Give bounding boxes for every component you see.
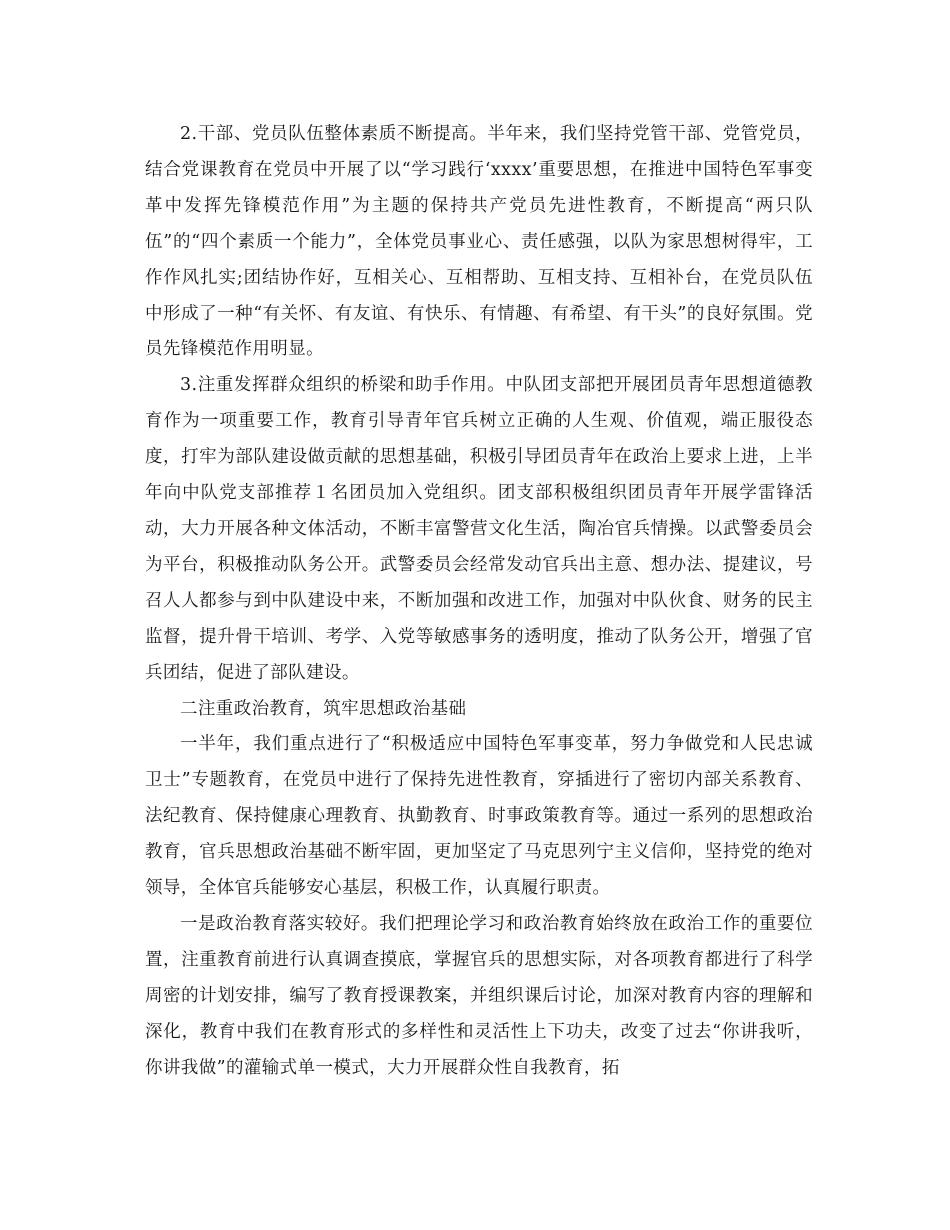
paragraph-half-year-education: 一半年，我们重点进行了“积极适应中国特色军事变革，努力争做党和人民忠诚卫士”专题教育，在党员中进行了保持先进性教育，穿插进行了密切内部关系教育、法纪教育、保持健康心理教育、执勤教育、时事政策教育等。通过一系列的思想政治教育，官兵思想政治基础不断牢固，更加坚定了马克思列宁主义信仰，坚持党的绝对领导，全体官兵能够安心基层，积极工作，认真履行职责。 bbox=[145, 734, 813, 899]
paragraph-cadre-quality: 2.干部、党员队伍整体素质不断提高。半年来，我们坚持党管干部、党管党员，结合党课教育在党员中开展了以“学习践行‘xxxx’重要思想，在推进中国特色军事变革中发挥先锋模范作用”为主题的保持共产党员先进性教育，不断提高“两只队伍”的“四个素质一个能力”，全体党员事业心、责任感强，以队为家思想树得牢，工作作风扎实;团结协作好，互相关心、互相帮助、互相支持、互相补台，在党员队伍中形成了一种“有关怀、有友谊、有快乐、有情趣、有希望、有干头”的良好氛围。党员先锋模范作用明显。 bbox=[145, 124, 813, 360]
section-heading-political-education: 二注重政治教育，筑牢思想政治基础 bbox=[180, 698, 467, 719]
document-body bbox=[145, 117, 813, 1086]
paragraph-education-implementation: 一是政治教育落实较好。我们把理论学习和政治教育始终放在政治工作的重要位置，注重教育前进行认真调查摸底，掌握官兵的思想实际，对各项教育都进行了科学周密的计划安排，编写了教育授课教案，并组织课后讨论，加深对教育内容的理解和深化，教育中我们在教育形式的多样性和灵活性上下功夫，改变了过去“你讲我听，你讲我做”的灌输式单一模式，大力开展群众性自我教育，拓 bbox=[145, 913, 813, 1078]
paragraph-mass-organizations: 3.注重发挥群众组织的桥梁和助手作用。中队团支部把开展团员青年思想道德教育作为一项重要工作，教育引导青年官兵树立正确的人生观、价值观，端正服役态度，打牢为部队建设做贡献的思想基础，积极引导团员青年在政治上要求上进，上半年向中队党支部推荐１名团员加入党组织。团支部积极组织团员青年开展学雷锋活动，大力开展各种文体活动，不断丰富警营文化生活，陶冶官兵情操。以武警委员会为平台，积极推动队务公开。武警委员会经常发动官兵出主意、想办法、提建议，号召人人都参与到中队建设中来，不断加强和改进工作，加强对中队伙食、财务的民主监督，提升骨干培训、考学、入党等敏感事务的透明度，推动了队务公开，增强了官兵团结，促进了部队建设。 bbox=[145, 375, 813, 683]
